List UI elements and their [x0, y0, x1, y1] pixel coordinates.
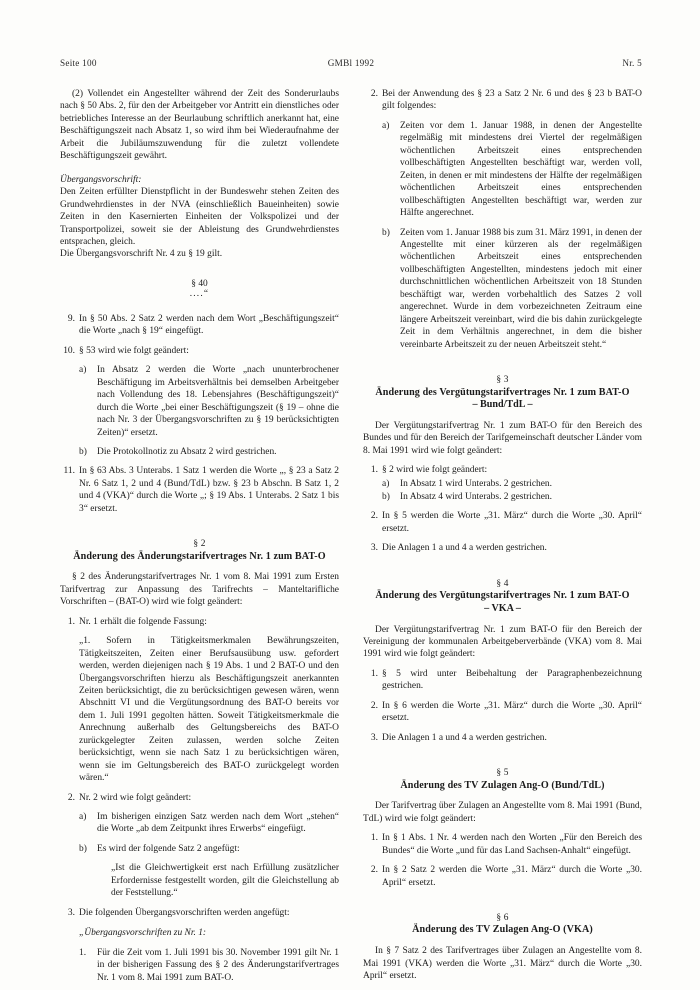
list-marker: 1. — [67, 616, 75, 627]
uebergangsvorschrift-text: Den Zeiten erfüllter Dienstpflicht in der Bundeswehr stehen Zeiten des Grundwehrdienstes in der NVA (einschließlich Baueinheiten) sowie Zeiten in den Kasernierten Einheiten der Volkspolizei und der Transportpolizei, soweit sie der Ableistung des Grundwehrdienstes entsprachen, gleich. — [60, 187, 339, 247]
section-4-item-1 — [363, 668, 642, 693]
list-text: Zeiten vom 1. Januar 1988 bis zum 31. März 1991, in denen der Angestellte mit einer kürzeren als der regelmäßigen wöchentlichen Arbeitszeit eines entsprechenden vollbeschäftigten Angestellten, mindestens jedoch mit einer durchschnittlichen wöchentlichen Arbeitszeit von 18 Stunden beschäftigt war, werden vorbehaltlich des Satzes 2 voll angerechnet. Wurde in dem vorbezeichneten Zeitraum eine längere Arbeitszeit vereinbart, wird die bis dahin zurückgelegte Zeit in dem Verhältnis angerechnet, in dem die bisher vereinbarte Arbeitszeit zu der neuen Arbeitszeit steht.“ — [400, 227, 642, 350]
section-3-item-2 — [363, 510, 642, 535]
list-marker: b) — [79, 843, 87, 854]
section-number: § 6 — [496, 912, 509, 923]
list-text: Die folgenden Übergangsvorschriften werden angefügt: — [79, 907, 290, 918]
section-3-item-1b — [382, 491, 642, 503]
inline-section-ellipsis: ....“ — [189, 288, 210, 299]
section-2-item-2a — [79, 811, 339, 836]
list-marker: 3. — [370, 543, 378, 554]
list-item-10 — [60, 345, 339, 357]
section-6-intro: In § 7 Satz 2 des Tarifvertrages über Zulagen an Angestellte vom 8. Mai 1991 (VKA) werden die Worte „31. März“ durch die Worte „30. April“ ersetzt. — [363, 946, 642, 981]
list-marker: b) — [382, 227, 390, 238]
section-2-item-2 — [60, 792, 339, 804]
journal-title: GMBl 1992 — [327, 58, 375, 68]
section-subtitle: – VKA – — [484, 602, 521, 614]
running-head — [60, 58, 642, 72]
right-list-item-2 — [363, 88, 642, 113]
list-item-11 — [60, 465, 339, 515]
section-2-item-2b-quote-wrap — [111, 862, 339, 899]
list-marker: 2. — [370, 865, 378, 876]
section-3-item-3 — [363, 542, 642, 554]
section-title: Änderung des Vergütungstarifvertrages Nr. 1 zum BAT-O — [375, 590, 630, 602]
list-marker: a) — [382, 120, 390, 131]
list-marker: 2. — [370, 511, 378, 522]
list-text: In Absatz 4 wird Unterabs. 2 gestrichen. — [400, 492, 553, 503]
list-marker: 1. — [79, 947, 87, 958]
list-text: Im bisherigen einzigen Satz werden nach dem Wort „stehen“ die Worte „ab dem Zeitpunkt ihres Erwerbs“ eingefügt. — [97, 812, 339, 835]
list-marker: b) — [382, 492, 390, 503]
inline-section-number: § 40 — [191, 278, 208, 289]
list-text: Nr. 1 erhält die folgende Fassung: — [79, 616, 207, 627]
list-text: In § 50 Abs. 2 Satz 2 werden nach dem Wort „Beschäftigungszeit“ die Worte „nach § 19“ eingefügt. — [79, 313, 339, 337]
list-marker: 2. — [370, 89, 378, 99]
section-2-item-3-quote-label: „Übergangsvorschriften zu Nr. 1: — [79, 928, 207, 939]
list-text: Es wird der folgende Satz 2 angefügt: — [97, 843, 240, 854]
list-marker: 9. — [67, 313, 75, 324]
section-number: § 2 — [193, 539, 206, 550]
list-text: Für die Zeit vom 1. Juli 1991 bis 30. November 1991 gilt Nr. 1 in der bisherigen Fassung des § 2 des Änderungstarifvertrages Nr. 1 vom 8. Mai 1991 zum BAT-O. — [97, 947, 339, 983]
right-list-item-2b — [382, 227, 642, 352]
list-text: In § 1 Abs. 1 Nr. 4 werden nach den Worten „Für den Bereich des Bundes“ die Worte „und für das Land Sachsen-Anhalt“ eingefügt. — [382, 833, 642, 856]
inline-section-marker — [60, 279, 339, 299]
list-item-10-subitems — [79, 364, 339, 458]
right-list-item-2a — [382, 120, 642, 220]
list-marker: a) — [79, 365, 87, 376]
list-marker: 1. — [370, 668, 378, 679]
issue-number: Nr. 5 — [622, 58, 642, 68]
list-marker: a) — [382, 478, 390, 489]
section-2-item-1 — [60, 616, 339, 628]
list-text: § 2 wird wie folgt geändert: — [382, 465, 488, 476]
list-marker: 1. — [370, 465, 378, 476]
list-text: Bei der Anwendung des § 23 a Satz 2 Nr. 6 und des § 23 b BAT-O gilt folgendes: — [382, 89, 642, 112]
section-3-intro: Der Vergütungstarifvertrag Nr. 1 zum BAT-O für den Bereich des Bundes und für den Bereich der Tarifgemeinschaft deutscher Länder vom 8. Mai 1991 wird wie folgt geändert: — [363, 420, 642, 456]
left-column — [60, 88, 339, 984]
section-3-item-1 — [363, 464, 642, 476]
section-number: § 5 — [496, 768, 509, 779]
list-text: Die Protokollnotiz zu Absatz 2 wird gestrichen. — [97, 446, 277, 457]
list-text: In § 6 werden die Worte „31. März“ durch die Worte „30. April“ ersetzt. — [382, 700, 642, 724]
section-2-heading — [60, 539, 339, 563]
section-6-heading — [363, 913, 642, 937]
list-marker: a) — [79, 812, 87, 823]
section-title: Änderung des TV Zulagen Ang-O (VKA) — [412, 924, 593, 936]
section-subtitle: – Bund/TdL – — [472, 399, 533, 411]
right-column — [363, 88, 642, 982]
list-text: Die Anlagen 1 a und 4 a werden gestrichen. — [382, 732, 547, 743]
page-number-left: Seite 100 — [60, 58, 97, 68]
list-text: Die Anlagen 1 a und 4 a werden gestrichen. — [382, 543, 547, 554]
right-list-item-2-subitems — [382, 120, 642, 351]
uebergangsvorschrift-text-2: Die Übergangsvorschrift Nr. 4 zu § 19 gilt. — [60, 249, 223, 260]
section-5-heading — [363, 768, 642, 792]
section-2-item-2b-quote: „Ist die Gleichwertigkeit erst nach Erfüllung zusätzlicher Erfordernisse festgestellt worden, gilt die Gleichstellung ab der Feststellung.“ — [111, 863, 339, 899]
list-text: Nr. 2 wird wie folgt geändert: — [79, 792, 192, 803]
list-item-9 — [60, 313, 339, 338]
section-number: § 3 — [496, 375, 509, 386]
section-2-item-3-sub-1 — [79, 947, 339, 984]
list-text: In Absatz 2 werden die Worte „nach ununterbrochener Beschäftigung im Arbeitsverhältnis bei demselben Arbeitgeber nach Vollendung des 18. Lebensjahres (Beschäftigungszeit)“ durch die Worte „bei einer Beschäftigungszeit (§ 19 – ohne die nach Nr. 3 der Übergangsvorschriften zu § 19 berücksichtigten Zeiten)“ ersetzt. — [97, 365, 339, 438]
list-marker: 3. — [370, 732, 378, 743]
section-2-item-2b — [79, 843, 339, 855]
section-title: Änderung des Änderungstarifvertrages Nr. 1 zum BAT-O — [73, 550, 326, 562]
list-text: § 53 wird wie folgt geändert: — [79, 345, 189, 356]
section-2-item-1-quote: „1. Sofern in Tätigkeitsmerkmalen Bewährungszeiten, Tätigkeitszeiten, Zeiten einer Berufsausübung usw. gefordert werden, werden diejenigen nach § 19 Abs. 1 und 2 BAT-O und den Übergangsvorschriften hierzu als Beschäftigungszeit anerkannten Zeiten berücksichtigt, die zu berücksichtigen gewesen wären, wenn Abschnitt VI und die Vergütungsordnung des BAT-O bereits vor dem 1. Juli 1991 gegolten hätten. Soweit Tätigkeitsmerkmale die Anrechnung außerhalb des Geltungsbereichs des BAT-O zurückgelegter Zeiten zulassen, werden solche Zeiten berücksichtigt, wenn sie nach Satz 1 zu berücksichtigen wären, wenn sie im Geltungsbereich des BAT-O zurückgelegt worden wären.“ — [79, 636, 339, 784]
section-4-item-3 — [363, 732, 642, 744]
list-item-10b — [79, 446, 339, 458]
section-2-intro: § 2 des Änderungstarifvertrages Nr. 1 vom 8. Mai 1991 zum Ersten Tarifvertrag zur Anpassung des Tarifrechts – Manteltarifliche Vorschriften – (BAT-O) wird wie folgt geändert: — [60, 572, 339, 608]
section-5-item-2 — [363, 864, 642, 889]
list-marker: 10. — [63, 345, 75, 356]
list-item-10a — [79, 364, 339, 439]
section-2-item-2-subitems — [79, 811, 339, 900]
list-text: Zeiten vor dem 1. Januar 1988, in denen der Angestellte regelmäßig mit mindestens drei Viertel der regelmäßigen wöchentlichen Arbeitszeit eines entsprechenden vollbeschäftigten Angestellten beschäftigt war, werden voll, Zeiten, in denen er mit mindestens der Hälfte der regelmäßigen wöchentlichen Arbeitszeit eines entsprechenden vollbeschäftigten Angestellten beschäftigt war, werden zur Hälfte angerechnet. — [400, 120, 642, 219]
list-text: In § 5 werden die Worte „31. März“ durch die Worte „30. April“ ersetzt. — [382, 511, 642, 534]
section-4-heading — [363, 579, 642, 616]
section-number: § 4 — [496, 578, 509, 589]
section-5-item-1 — [363, 832, 642, 857]
list-text: § 5 wird unter Beibehaltung der Paragraphenbezeichnung gestrichen. — [382, 668, 642, 692]
two-column-body — [60, 88, 642, 983]
list-marker: b) — [79, 446, 87, 457]
section-2-item-3 — [60, 907, 339, 919]
section-4-intro: Der Vergütungstarifvertrag Nr. 1 zum BAT-O für den Bereich der Vereinigung der kommunalen Arbeitgeberverbände (VKA) vom 8. Mai 1991 wird wie folgt geändert: — [363, 624, 642, 660]
list-text: In Absatz 1 wird Unterabs. 2 gestrichen. — [400, 478, 553, 489]
section-3-item-1a — [382, 478, 642, 490]
list-text: In § 2 Satz 2 werden die Worte „31. März“ durch die Worte „30. April“ ersetzt. — [382, 865, 642, 888]
list-marker: 2. — [370, 700, 378, 711]
section-title: Änderung des Vergütungstarifvertrages Nr. 1 zum BAT-O — [375, 386, 630, 398]
section-2-item-1-quote-wrap — [79, 635, 339, 784]
list-marker: 3. — [67, 907, 75, 918]
section-5-intro: Der Tarifvertrag über Zulagen an Angestellte vom 8. Mai 1991 (Bund, TdL) wird wie folgt geändert: — [363, 801, 642, 824]
list-marker: 1. — [370, 833, 378, 844]
paragraph-2: (2) Vollendet ein Angestellter während der Zeit des Sonderurlaubs nach § 50 Abs. 2, für den der Arbeitgeber vor Antritt ein dienstliches oder betriebliches Interesse an der Beurlaubung schriftlich anerkannt hat, eine Beschäftigungszeit nach Absatz 1, so wird ihm bei Wiederaufnahme der Arbeit die Jubiläumszuwendung für die zuletzt vollendete Beschäftigungszeit gewährt. — [60, 89, 339, 162]
section-4-item-2 — [363, 700, 642, 725]
uebergangsvorschrift-label: Übergangsvorschrift: — [60, 174, 142, 185]
section-title: Änderung des TV Zulagen Ang-O (Bund/TdL) — [400, 779, 605, 791]
list-text: In § 63 Abs. 3 Unterabs. 1 Satz 1 werden die Worte „, § 23 a Satz 2 Nr. 6 Satz 1, 2 und 4 (Bund/TdL) bzw. § 23 b Abschn. B Satz 1, 2 und 4 (VKA)“ durch die Worte „; § 19 Abs. 1 Unterabs. 2 Satz 1 bis 3“ ersetzt. — [79, 466, 339, 514]
section-3-heading — [363, 375, 642, 412]
section-3-item-1-subitems — [382, 478, 642, 504]
section-2-item-3-quote-wrap — [79, 927, 339, 984]
list-marker: 11. — [63, 466, 75, 477]
list-marker: 2. — [67, 792, 75, 803]
